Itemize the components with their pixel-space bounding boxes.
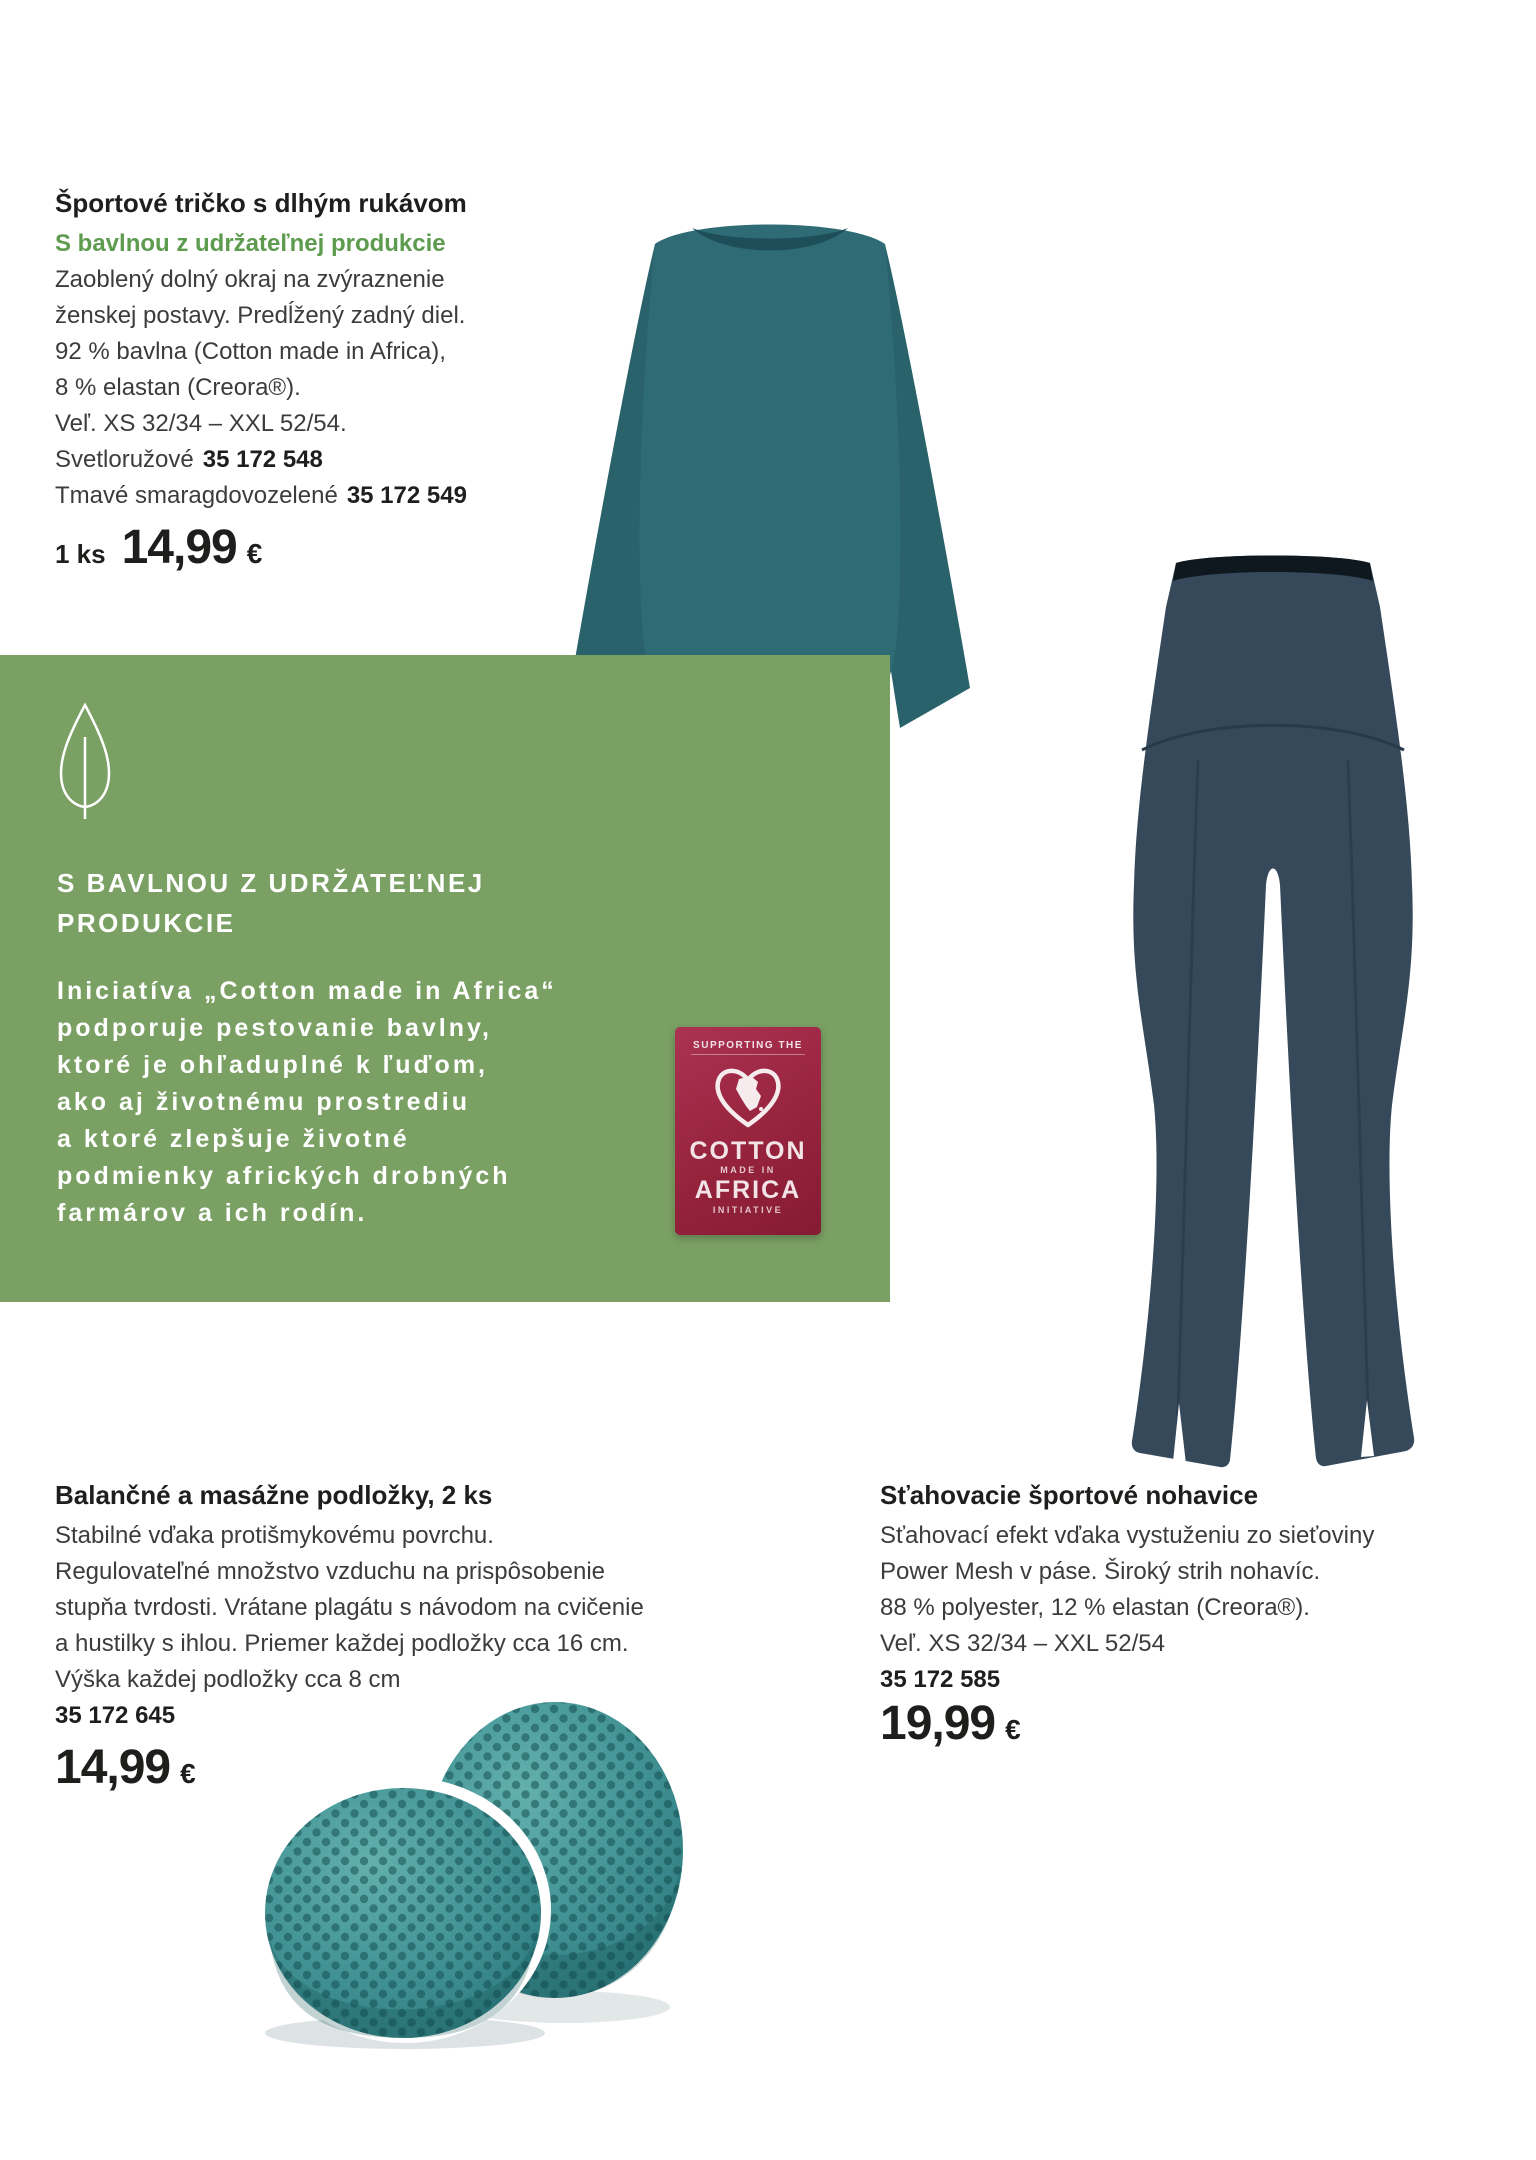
balance-pads-illustration [245, 1685, 685, 2055]
description-line: Výška každej podložky cca 8 cm [55, 1666, 401, 1693]
description-line: Power Mesh v páse. Široký strih nohavíc. [880, 1558, 1321, 1585]
description-line: Veľ. XS 32/34 – XXL 52/54 [880, 1630, 1165, 1657]
product-code: 35 172 645 [55, 1702, 176, 1729]
cotton-made-in-africa-badge [675, 1027, 821, 1235]
pants-photo [1058, 545, 1488, 1490]
product-code: 35 172 585 [880, 1666, 1001, 1693]
currency-symbol: € [1005, 1714, 1021, 1745]
description-line: Zaoblený dolný okraj na zvýraznenie [55, 266, 445, 293]
description-line: Sťahovací efekt vďaka vystuženiu zo sieťoviny [880, 1522, 1375, 1549]
balance-pad-front [259, 1777, 551, 2043]
badge-cotton-text: COTTON [689, 1137, 807, 1165]
shirt-product-info [55, 186, 555, 572]
variant-color-label: Tmavé smaragdovozelené [55, 482, 338, 509]
banner-heading-line: PRODUKCIE [57, 908, 236, 938]
banner-text-line: a ktoré zlepšuje životné [57, 1125, 410, 1153]
banner-text-line: ako aj životnému prostrediu [57, 1088, 471, 1116]
quantity-label: 1 ks [55, 539, 106, 569]
banner-paragraph [57, 973, 557, 1232]
product-title: Balančné a masážne podložky, 2 ks [55, 1480, 493, 1510]
variant-line [55, 442, 555, 478]
leaf-icon [55, 701, 115, 826]
product-title: Sťahovacie športové nohavice [880, 1480, 1259, 1510]
badge-initiative-text: INITIATIVE [712, 1205, 784, 1215]
description-line: Stabilné vďaka protišmykovému povrchu. [55, 1522, 494, 1549]
banner-text-line: ktoré je ohľaduplné k ľuďom, [57, 1051, 488, 1079]
description-line: Regulovateľné množstvo vzduchu na prispôsobenie [55, 1558, 606, 1585]
banner-text-line: podmienky afrických drobných [57, 1162, 511, 1190]
currency-symbol: € [180, 1758, 196, 1789]
banner-text-line: podporuje pestovanie bavlny, [57, 1014, 492, 1042]
variant-line [55, 478, 555, 514]
price-row [880, 1697, 1460, 1750]
banner-text-line: farmárov a ich rodín. [57, 1199, 368, 1227]
badge-made-in-text: MADE IN [720, 1165, 776, 1175]
banner-heading [57, 863, 485, 943]
banner-text-line: Iniciatíva „Cotton made in Africa“ [57, 977, 557, 1005]
heart-africa-icon [675, 1059, 821, 1138]
price: 14,99 [121, 521, 237, 574]
price: 14,99 [55, 1741, 171, 1794]
eco-label: S bavlnou z udržateľnej produkcie [55, 230, 446, 257]
banner-heading-line: S BAVLNOU Z UDRŽATEĽNEJ [57, 868, 485, 898]
variant-color-label: Svetloružové [55, 446, 194, 473]
product-title: Športové tričko s dlhým rukávom [55, 188, 467, 218]
description-line: 92 % bavlna (Cotton made in Africa), [55, 338, 446, 365]
balance-pads-photo [245, 1685, 685, 2060]
price-row [55, 521, 555, 574]
sustainability-banner [0, 655, 890, 1302]
description-line: Veľ. XS 32/34 – XXL 52/54. [55, 410, 347, 437]
sports-pants-illustration [1058, 545, 1488, 1485]
pants-product-info [880, 1478, 1460, 1748]
description-line: 8 % elastan (Creora®). [55, 374, 301, 401]
currency-symbol: € [246, 538, 263, 569]
description-line: ženskej postavy. Predĺžený zadný diel. [55, 302, 466, 329]
badge-divider [691, 1054, 805, 1055]
product-code: 35 172 548 [202, 446, 323, 473]
badge-supporting-text: SUPPORTING THE [693, 1040, 803, 1051]
description-line: 88 % polyester, 12 % elastan (Creora®). [880, 1594, 1310, 1621]
description-line: stupňa tvrdosti. Vrátane plagátu s návodom na cvičenie [55, 1594, 644, 1621]
product-code: 35 172 549 [346, 482, 467, 509]
price: 19,99 [880, 1697, 996, 1750]
description-line: a hustilky s ihlou. Priemer každej podložky cca 16 cm. [55, 1630, 629, 1657]
badge-africa-text: AFRICA [694, 1176, 802, 1204]
